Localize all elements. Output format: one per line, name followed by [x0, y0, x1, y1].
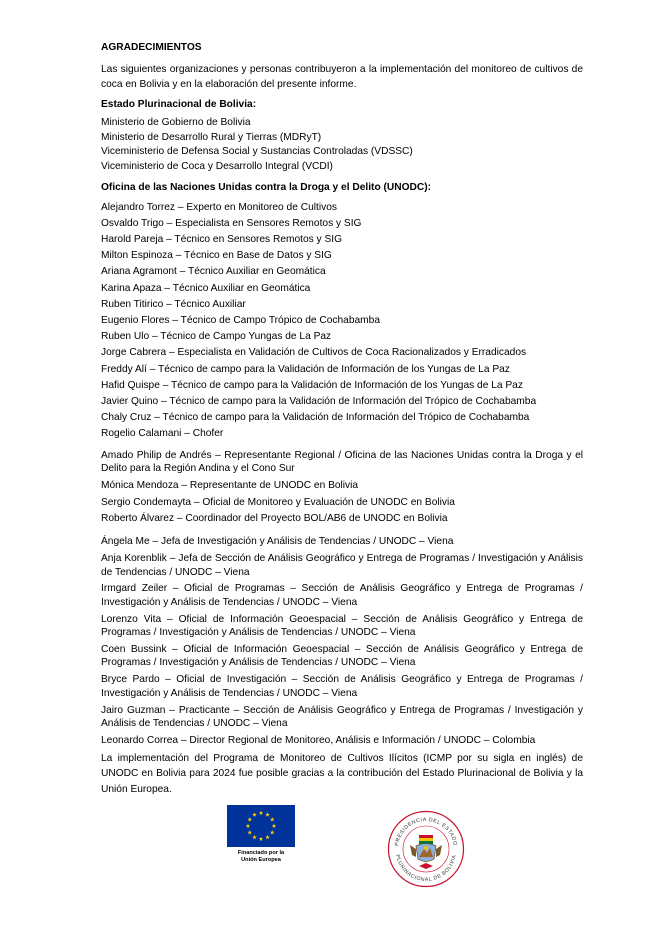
bolivia-heading: Estado Plurinacional de Bolivia: [101, 98, 257, 110]
list-item: Ministerio de Desarrollo Rural y Tierras (MDRyT) [101, 131, 322, 143]
list-item: Anja Korenblik – Jefa de Sección de Análisis Geográfico y Entrega de Programas / Investigación y Análisis de Tendencias / UNODC – Viena [101, 553, 583, 578]
unodc-regional-list [101, 449, 583, 526]
eu-logo [227, 805, 297, 864]
list-item: Mónica Mendoza – Representante de UNODC en Bolivia [101, 479, 359, 491]
list-item: Chaly Cruz – Técnico de campo para la Validación de Información del Trópico de Cochabamba [101, 412, 530, 424]
list-item: Harold Pareja – Técnico en Sensores Remotos y SIG [101, 233, 343, 245]
list-item: Alejandro Torrez – Experto en Monitoreo de Cultivos [101, 201, 337, 213]
list-item: Irmgard Zeiler – Oficial de Programas – Sección de Análisis Geográfico y Entrega de Programas / Investigación y Análisis de Tendencias / UNODC – Viena [101, 583, 583, 608]
bolivia-list [101, 116, 583, 174]
list-item: Hafid Quispe – Técnico de campo para la Validación de Información de los Yungas de La Paz [101, 379, 523, 391]
page-title: AGRADECIMIENTOS [101, 42, 202, 53]
list-item: Amado Philip de Andrés – Representante Regional / Oficina de las Naciones Unidas contra la Droga y el Delito para la Región Andina y el Cono Sur [101, 449, 583, 475]
list-item: Rogelio Calamani – Chofer [101, 428, 224, 440]
list-item: Ruben Titirico – Técnico Auxiliar [101, 298, 246, 310]
list-item: Viceministerio de Defensa Social y Sustancias Controladas (VDSSC) [101, 146, 413, 157]
bolivia-presidency-seal [386, 809, 466, 889]
logos-row [0, 805, 662, 895]
eu-caption [227, 850, 295, 864]
list-item: Roberto Álvarez – Coordinador del Proyecto BOL/AB6 de UNODC en Bolivia [101, 513, 448, 525]
list-item: Bryce Pardo – Oficial de Investigación – Sección de Análisis Geográfico y Entrega de Programas / Investigación y Análisis de Tendencias / UNODC – Viena [101, 674, 583, 699]
document-page [101, 40, 583, 797]
unodc-team-list [101, 200, 583, 443]
eu-flag-icon [227, 805, 295, 847]
list-item: Ruben Ulo – Técnico de Campo Yungas de La Paz [101, 331, 332, 343]
list-item: Osvaldo Trigo – Especialista en Sensores Remotos y SIG [101, 217, 362, 229]
list-item: Ángela Me – Jefa de Investigación y Análisis de Tendencias / UNODC – Viena [101, 536, 454, 548]
list-item: Leonardo Correa – Director Regional de Monitoreo, Análisis e Información / UNODC – Colombia [101, 734, 536, 746]
eu-caption-line1: Financiado por la [237, 850, 285, 856]
unodc-vienna-list [101, 535, 583, 747]
closing-paragraph: La implementación del Programa de Monitoreo de Cultivos Ilícitos (ICMP por su sigla en inglés) de UNODC en Bolivia para 2024 fue posible gracias a la contribución del Estado Plurinacional de Bolivia y la Unión Europea. [101, 752, 583, 795]
list-item: Coen Bussink – Oficial de Información Geoespacial – Sección de Análisis Geográfico y Entrega de Programas / Investigación y Análisis de Tendencias / UNODC – Viena [101, 643, 583, 669]
list-item: Karina Apaza – Técnico Auxiliar en Geomática [101, 282, 311, 294]
seal-top-text: PRESIDENCIA DEL ESTADO [394, 816, 458, 847]
list-item: Ariana Agramont – Técnico Auxiliar en Geomática [101, 266, 326, 278]
list-item: Jorge Cabrera – Especialista en Validación de Cultivos de Coca Racionalizados y Erradicados [101, 347, 527, 359]
list-item: Ministerio de Gobierno de Bolivia [101, 117, 251, 128]
list-item: Jairo Guzman – Practicante – Sección de Análisis Geográfico y Entrega de Programas / Investigación y Análisis de Tendencias / UNODC – Viena [101, 704, 583, 730]
list-item: Javier Quino – Técnico de campo para la Validación de Información del Trópico de Cochabamba [101, 395, 537, 407]
unodc-heading: Oficina de las Naciones Unidas contra la Droga y el Delito (UNODC): [101, 182, 432, 193]
list-item: Lorenzo Vita – Oficial de Información Geoespacial – Sección de Análisis Geográfico y Entrega de Programas / Investigación y Análisis de Tendencias / UNODC – Viena [101, 613, 583, 639]
list-item: Eugenio Flores – Técnico de Campo Trópico de Cochabamba [101, 314, 380, 326]
eu-caption-line2: Unión Europea [241, 857, 281, 863]
intro-paragraph: Las siguientes organizaciones y personas contribuyeron a la implementación del monitoreo de cultivos de coca en Bolivia y en la elaboración del presente informe. [101, 63, 583, 90]
list-item: Viceministerio de Coca y Desarrollo Integral (VCDI) [101, 160, 333, 172]
list-item: Freddy Alí – Técnico de campo para la Validación de Información de los Yungas de La Paz [101, 363, 510, 375]
list-item: Milton Espinoza – Técnico en Base de Datos y SIG [101, 250, 332, 262]
seal-bottom-text: PLURINACIONAL DE BOLIVIA [394, 854, 458, 884]
list-item: Sergio Condemayta – Oficial de Monitoreo y Evaluación de UNODC en Bolivia [101, 496, 455, 508]
